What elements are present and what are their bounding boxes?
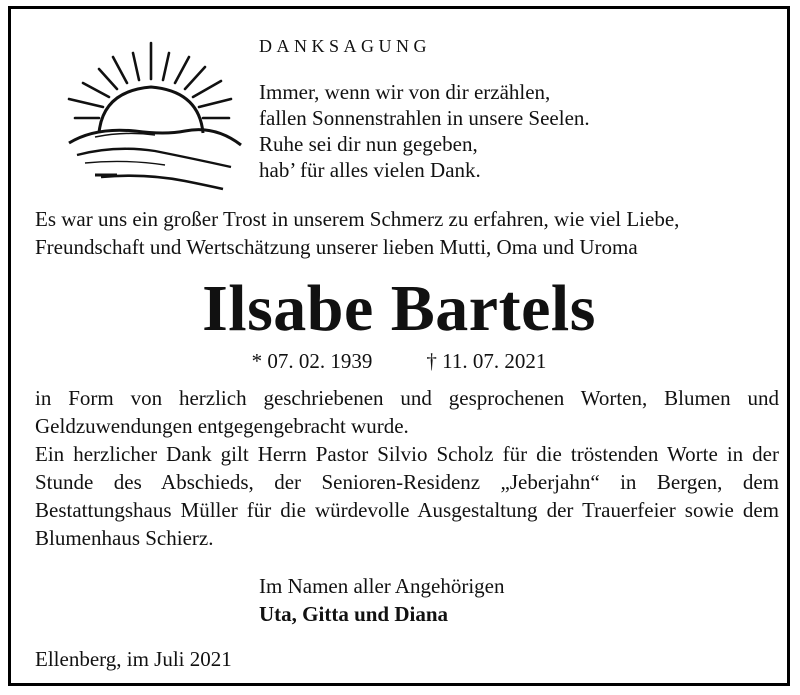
signature — [259, 572, 505, 628]
intro-text — [35, 205, 679, 261]
birth-date: * 07. 02. 1939 — [251, 349, 373, 373]
heading-danksagung: DANKSAGUNG — [259, 36, 432, 56]
signature-names: Uta, Gitta und Diana — [259, 602, 449, 626]
body-text — [35, 384, 779, 552]
poem-line: Ruhe sei dir nun gegeben, — [259, 132, 478, 156]
body-paragraph: Ein herzlicher Dank gilt Herrn Pastor Silvio Scholz für die tröstenden Worte in der Stunde des Abschieds, der Senioren-Residenz „Jeberjahn“ in Bergen, dem Bestattungshaus Müller für die würdevolle Ausgestaltung der Trauerfeier sowie dem Blumenhaus Schierz. — [35, 442, 779, 550]
intro-line: Freundschaft und Wertschätzung unserer lieben Mutti, Oma und Uroma — [35, 235, 638, 259]
intro-line: Es war uns ein großer Trost in unserem Schmerz zu erfahren, wie viel Liebe, — [35, 207, 680, 231]
body-paragraph: in Form von herzlich geschriebenen und gesprochenen Worten, Blumen und Geldzuwendungen entgegengebracht wurde. — [35, 386, 779, 438]
death-date: † 11. 07. 2021 — [426, 349, 547, 373]
deceased-name: Ilsabe Bartels — [202, 272, 596, 345]
poem — [259, 79, 590, 183]
obituary-card — [8, 6, 790, 686]
sunset-over-hills-icon — [55, 35, 245, 195]
poem-line: hab’ für alles vielen Dank. — [259, 158, 481, 182]
poem-line: fallen Sonnenstrahlen in unsere Seelen. — [259, 106, 590, 130]
poem-line: Immer, wenn wir von dir erzählen, — [259, 80, 551, 104]
signature-line: Im Namen aller Angehörigen — [259, 574, 505, 598]
life-dates — [11, 349, 787, 374]
place-and-date: Ellenberg, im Juli 2021 — [35, 647, 232, 671]
